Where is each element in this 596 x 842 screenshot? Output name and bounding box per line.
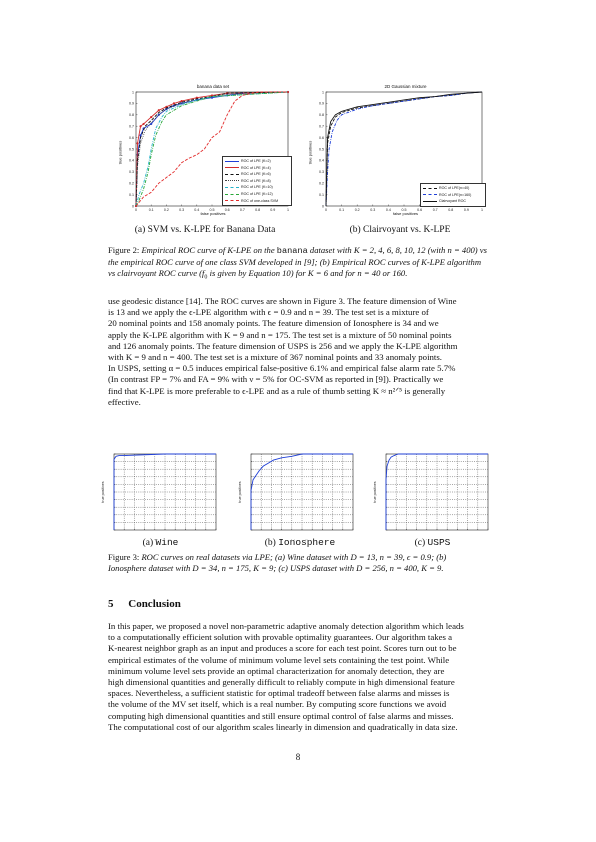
legend-entry xyxy=(225,171,289,178)
legend-swatch xyxy=(423,188,437,189)
y-tick-label: 1 xyxy=(322,90,324,95)
legend-swatch xyxy=(225,167,239,168)
fig3-subcaption-a: (a) Wine xyxy=(142,537,179,548)
y-tick-label: 0.6 xyxy=(319,135,324,140)
x-tick-label: 0.3 xyxy=(370,208,376,212)
text-line: In this paper, we proposed a novel non-parametric adaptive anomaly detection algorithm which leads xyxy=(108,621,464,631)
plot-b-legend xyxy=(420,183,486,207)
y-tick-label: 0.2 xyxy=(129,181,134,186)
y-tick-label: 0.8 xyxy=(129,113,134,118)
x-tick-label: 0.6 xyxy=(224,208,230,212)
legend-swatch xyxy=(225,161,239,162)
legend-entry xyxy=(225,184,289,191)
fig2-caption-t6: K = 2, 4, 6, 8, 10, 12 xyxy=(353,245,426,255)
y-tick-label: 0.1 xyxy=(129,192,134,197)
legend-swatch xyxy=(423,201,437,202)
fig2-caption-t3: -LPE on the xyxy=(233,245,275,255)
x-tick-label: 0.7 xyxy=(432,208,438,212)
series-point-1 xyxy=(136,142,138,144)
plot-a-xlabel: false positives xyxy=(200,211,226,216)
y-tick-label: 0.7 xyxy=(129,124,134,129)
fig2-caption xyxy=(108,245,488,283)
fig3-subcaption-b: (b) Ionosphere xyxy=(264,537,336,548)
legend-swatch xyxy=(225,200,239,201)
x-tick-label: 0.6 xyxy=(417,208,423,212)
x-tick-label: 0.8 xyxy=(448,208,454,212)
fig3-caption-line2: Ionosphere dataset with D = 34, n = 175, K = 9; (c) USPS dataset with D = 256, n = 400, K = 9. xyxy=(108,562,444,573)
fig2-caption-t10: is given by Equation 10) for K = 6 and for n = 40 or 160. xyxy=(209,267,408,278)
text-line: effective. xyxy=(108,396,141,407)
plot-b-xlabel: false positives xyxy=(392,211,419,216)
y-tick-label: 0.2 xyxy=(319,181,324,186)
x-tick-label: 0.8 xyxy=(255,208,261,212)
y-tick-label: 0.9 xyxy=(129,101,134,106)
legend-entry xyxy=(225,158,289,165)
legend-entry xyxy=(423,198,483,205)
text-line: empirical estimates of the volume of minimum volume level sets containing the test point. While xyxy=(108,654,450,665)
y-axis-label: true positives xyxy=(238,481,242,503)
text-line: find that K-LPE is more preferable to ϵ-LPE and as a rule of thumb setting K ≈ n²ᐟ⁵ is generally xyxy=(108,385,446,396)
legend-entry xyxy=(225,198,289,205)
x-tick-label: 0.4 xyxy=(194,208,200,212)
y-tick-label: 0.4 xyxy=(319,158,324,163)
y-tick-label: 0.3 xyxy=(319,170,324,175)
fig3-subcaption-c: (c) USPS xyxy=(414,537,451,548)
plot-a-legend xyxy=(222,156,292,206)
x-tick-label: 0 xyxy=(135,208,137,212)
plot-a-title: banana data set xyxy=(196,84,230,89)
y-tick-label: 0 xyxy=(322,204,324,209)
text-line: (In contrast FP = 7% and FA = 9% with ν = 5% for OC-SVM as reported in [9]). Practically we xyxy=(108,374,444,385)
series-point-1 xyxy=(143,123,145,125)
text-line: computing high dimensional quantities and still ensure optimal control of false alarms and misses. xyxy=(108,710,454,721)
ionosphere-roc-chart xyxy=(235,448,357,540)
legend-label: ROC of LPE (K=2) xyxy=(241,159,271,163)
text-line: apply the K-LPE algorithm with K = 9 and n = 175. The test set is a mixture of 50 nominal points xyxy=(108,329,452,340)
text-line: the volume of the MV set itself, which is a real number. By computing score functions we avoid xyxy=(108,699,447,710)
y-tick-label: 0.5 xyxy=(129,147,134,152)
x-tick-label: 0.9 xyxy=(463,208,469,212)
y-tick-label: 0 xyxy=(132,204,134,209)
text-line: is 13 and we apply the ϵ-LPE algorithm with ϵ = 0.9 and n = 39. The test set is a mixture of xyxy=(108,307,429,318)
y-tick-label: 0.3 xyxy=(129,170,134,175)
text-line: with K = 9 and n = 400. The test set is a mixture of 367 nominal points and 33 anomaly points. xyxy=(108,352,442,363)
legend-label: ROC of one-class SVM xyxy=(241,198,279,203)
results-paragraph xyxy=(108,296,488,408)
y-tick-label: 0.1 xyxy=(319,192,324,197)
x-tick-label: 0.5 xyxy=(401,208,407,212)
x-tick-label: 0.4 xyxy=(385,208,391,212)
text-line: K-nearest neighbor graph as an input and produces a score for each test point. Scores turn out to be xyxy=(108,643,457,654)
page-number: 8 xyxy=(295,752,301,762)
legend-entry xyxy=(225,178,289,185)
wine-roc-chart xyxy=(98,448,220,540)
conclusion-paragraph xyxy=(108,621,488,733)
x-tick-label: 0.2 xyxy=(163,208,169,212)
x-tick-label: 0.7 xyxy=(239,208,245,212)
text-line: 20 nominal points and 158 anomaly points. The feature dimension of Ionosphere is 34 and we xyxy=(108,318,439,329)
legend-label: ROC of LPE(n=40) xyxy=(439,186,470,190)
y-axis-label: true positives xyxy=(101,481,105,503)
series-point-1 xyxy=(150,116,152,118)
y-tick-label: 1 xyxy=(132,90,134,95)
text-line: to a computationally efficient solution with provable optimality guarantees. Our algorithm takes a xyxy=(108,632,453,643)
text-line: The computational cost of our algorithm scales linearly in dimension and quadratically in data size. xyxy=(108,721,458,732)
section-number: 5 xyxy=(108,598,114,610)
legend-swatch xyxy=(225,194,239,195)
y-tick-label: 0.8 xyxy=(319,113,324,118)
fig2-subcaption-a: (a) SVM vs. K-LPE for Banana Data xyxy=(134,225,276,235)
series-point-1 xyxy=(173,102,175,104)
fig2-caption-t5: dataset with xyxy=(309,245,352,255)
usps-roc-chart xyxy=(370,448,492,540)
legend-entry xyxy=(423,192,483,199)
legend-label: ROC of LPE (K=4) xyxy=(241,165,271,170)
x-tick-label: 0.3 xyxy=(179,208,185,212)
y-tick-label: 0.5 xyxy=(319,147,324,152)
plot-b-ylabel: true positives xyxy=(307,140,313,165)
legend-swatch xyxy=(225,174,239,175)
legend-swatch xyxy=(225,180,239,181)
legend-swatch xyxy=(423,194,437,195)
y-axis-label: true positives xyxy=(373,481,377,503)
legend-label: ROC of LPE (K=6) xyxy=(241,172,271,177)
text-line: high dimensional quantities and generally difficult to reliably compute in high dimensional feature xyxy=(108,677,455,688)
legend-label: Clairvoyant ROC xyxy=(439,199,466,204)
text-line: use geodesic distance [14]. The ROC curves are shown in Figure 3. The feature dimension of Wine xyxy=(108,296,457,306)
x-tick-label: 0.1 xyxy=(148,208,154,212)
series-point-1 xyxy=(139,125,141,127)
legend-entry xyxy=(423,185,483,192)
fig2-caption-t1: Empirical ROC curve of xyxy=(141,245,226,255)
text-line: minimum volume level sets provide an optimal characterization for anomaly detection, they are xyxy=(108,665,445,676)
x-tick-label: 1 xyxy=(287,208,289,212)
section-heading xyxy=(108,598,181,610)
text-line: and 126 anomaly points. The feature dimension of USPS is 256 and we apply the K-LPE algorithm xyxy=(108,340,458,351)
x-tick-label: 0.1 xyxy=(339,208,345,212)
y-tick-label: 0.7 xyxy=(319,124,324,129)
x-tick-label: 1 xyxy=(481,208,483,212)
text-line: spaces. Nevertheless, a sufficient statistic for optimal tradeoff between false alarms and misses is xyxy=(108,688,450,699)
section-title: Conclusion xyxy=(128,598,181,610)
legend-swatch xyxy=(225,187,239,188)
series-point-1 xyxy=(158,109,160,111)
fig2-caption-t4: banana xyxy=(276,246,308,256)
x-tick-label: 0.9 xyxy=(270,208,276,212)
fig2-caption-t2: K xyxy=(227,245,234,255)
legend-entry xyxy=(225,165,289,172)
x-tick-label: 0.5 xyxy=(209,208,215,212)
fig2-caption-t7: (with xyxy=(427,245,446,255)
fig2-subcaption-b: (b) Clairvoyant vs. K-LPE xyxy=(349,225,451,235)
fig2-caption-label: Figure 2: xyxy=(108,245,140,255)
legend-entry xyxy=(225,191,289,198)
x-tick-label: 0.2 xyxy=(354,208,360,212)
x-tick-label: 0 xyxy=(325,208,327,212)
legend-label: ROC of LPE (K=8) xyxy=(241,178,271,183)
y-tick-label: 0.4 xyxy=(129,158,134,163)
legend-label: ROC of LPE(n=160) xyxy=(439,192,472,197)
y-tick-label: 0.9 xyxy=(319,101,324,106)
fig3-caption-line1: ROC curves on real datasets via LPE; (a) Wine dataset with D = 13, n = 39, ϵ = 0.9; (b) xyxy=(141,552,447,562)
fig2-caption-t8: n = 400) vs the empirical ROC curve of one class SVM developed in [9]; (b) Empirical ROC curves of K-LPE algorithm vs clairvoyant ROC curve (f xyxy=(108,245,487,278)
plot-b-title: 2D Gaussian mixture xyxy=(384,84,427,89)
text-line: In USPS, setting α = 0.5 induces empirical false-positive 6.1% and empirical false alarm rate 5.7% xyxy=(108,363,456,374)
plot-a-ylabel: true positives xyxy=(117,140,123,165)
legend-label: ROC of LPE (K=12) xyxy=(241,191,273,196)
legend-label: ROC of LPE (K=10) xyxy=(241,185,273,190)
fig2-caption-t9: 0 xyxy=(204,274,208,281)
y-tick-label: 0.6 xyxy=(129,135,134,140)
fig3-caption xyxy=(108,552,488,574)
fig3-caption-label: Figure 3: xyxy=(108,552,140,562)
